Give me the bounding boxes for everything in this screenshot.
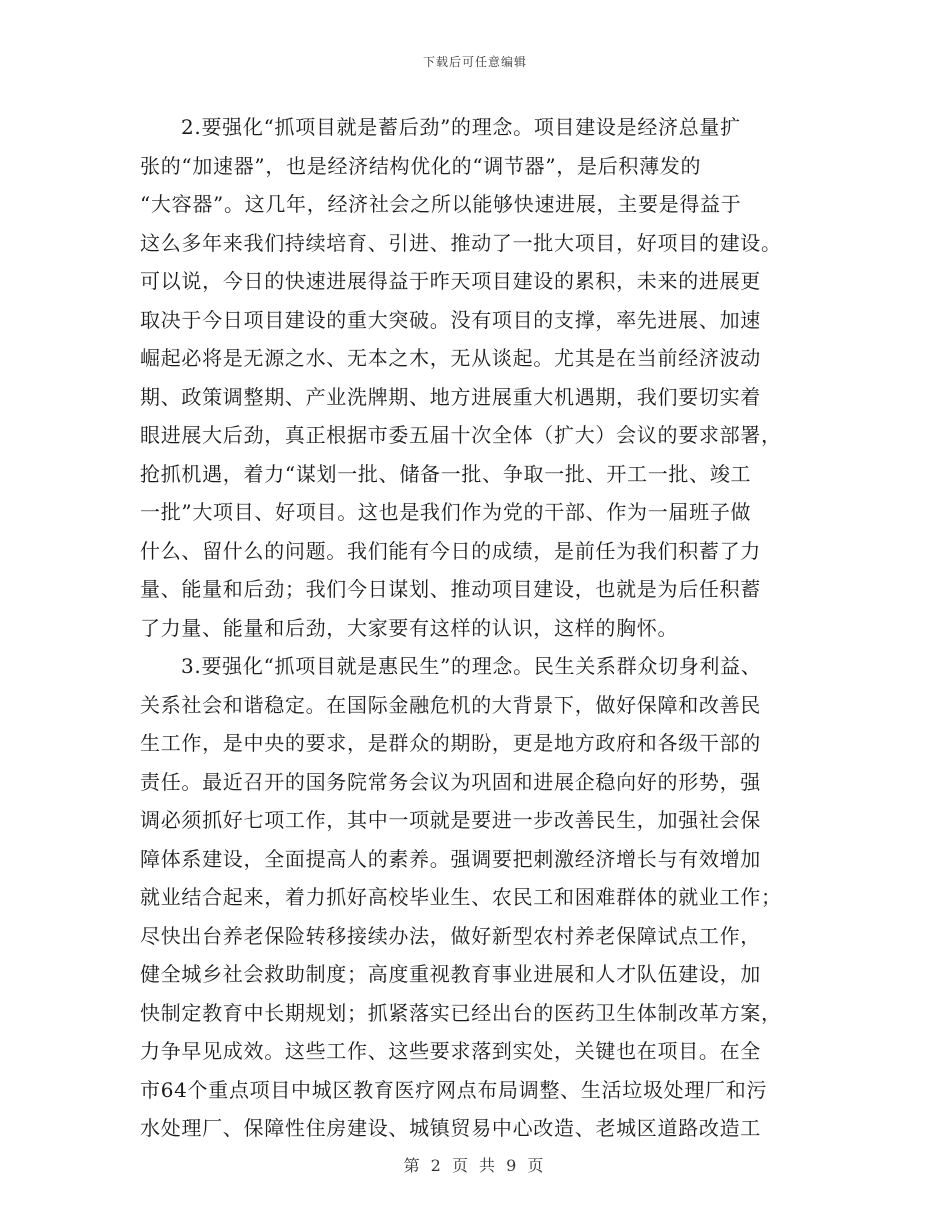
paragraph-line: 健全城乡社会救助制度；高度重视教育事业进展和人才队伍建设，加 [140, 962, 761, 986]
paragraph-line: 量、能量和后劲；我们今日谋划、推动项目建设，也就是为后任积蓄 [140, 577, 761, 601]
paragraph-line: 快制定教育中长期规划；抓紧落实已经出台的医药卫生体制改革方案， [140, 1000, 782, 1025]
page-footer: 第 2 页 共 9 页 [403, 1156, 547, 1175]
paragraph-line: 尽快出台养老保险转移接续办法，做好新型农村养老保障试点工作， [140, 923, 761, 948]
paragraph-line: 崛起必将是无源之水、无本之木，无从谈起。尤其是在当前经济波动 [140, 346, 761, 370]
paragraph-line: 取决于今日项目建设的重大突破。没有项目的支撑，率先进展、加速 [140, 307, 761, 332]
paragraph-line: 就业结合起来，着力抓好高校毕业生、农民工和困难群体的就业工作； [140, 885, 782, 909]
paragraph-line: 这么多年来我们持续培育、引进、推动了一批大项目，好项目的建设。 [140, 230, 782, 255]
paragraph-line: 障体系建设，全面提高人的素养。强调要把刺激经济增长与有效增加 [140, 846, 761, 871]
paragraph-line: 水处理厂、保障性住房建设、城镇贸易中心改造、老城区道路改造工 [140, 1116, 761, 1140]
paragraph-line: 眼进展大后劲，真正根据市委五届十次全体（扩大）会议的要求部署， [140, 423, 782, 447]
paragraph-line: 期、政策调整期、产业洗牌期、地方进展重大机遇期，我们要切实着 [140, 384, 761, 409]
paragraph-line: 力争早见成效。这些工作、这些要求落到实处，关键也在项目。在全 [140, 1039, 761, 1063]
paragraph-line: 生工作，是中央的要求，是群众的期盼，更是地方政府和各级干部的 [140, 731, 761, 755]
paragraph-line: 调必须抓好七项工作，其中一项就是要进一步改善民生，加强社会保 [140, 808, 761, 832]
paragraph-line: 可以说，今日的快速进展得益于昨天项目建设的累积，未来的进展更 [140, 269, 761, 293]
paragraph-line: 2.要强化“抓项目就是蓄后劲”的理念。项目建设是经济总量扩 [181, 115, 741, 139]
paragraph-line: 张的“加速器”，也是经济结构优化的“调节器”，是后积薄发的 [140, 153, 702, 178]
paragraph-line: 一批”大项目、好项目。这也是我们作为党的干部、作为一届班子做 [140, 500, 752, 524]
paragraph-line: 什么、留什么的问题。我们能有今日的成绩，是前任为我们积蓄了力 [140, 538, 761, 563]
page-header: 下载后可任意编辑 [422, 55, 527, 69]
paragraph-line: 市64个重点项目中城区教育医疗网点布局调整、生活垃圾处理厂和污 [140, 1077, 768, 1102]
paragraph-line: 了力量、能量和后劲，大家要有这样的认识，这样的胸怀。 [140, 615, 679, 640]
paragraph-line: “大容器”。这几年，经济社会之所以能够快速进展，主要是得益于 [140, 192, 742, 216]
paragraph-line: 责任。最近召开的国务院常务会议为巩固和进展企稳向好的形势，强 [140, 769, 761, 794]
paragraph-line: 抢抓机遇，着力“谋划一批、储备一批、争取一批、开工一批、竣工 [140, 461, 752, 486]
paragraph-line: 关系社会和谐稳定。在国际金融危机的大背景下，做好保障和改善民 [140, 692, 761, 717]
document-body [140, 108, 812, 1148]
paragraph-line: 3.要强化“抓项目就是惠民生”的理念。民生关系群众切身利益、 [181, 654, 762, 678]
